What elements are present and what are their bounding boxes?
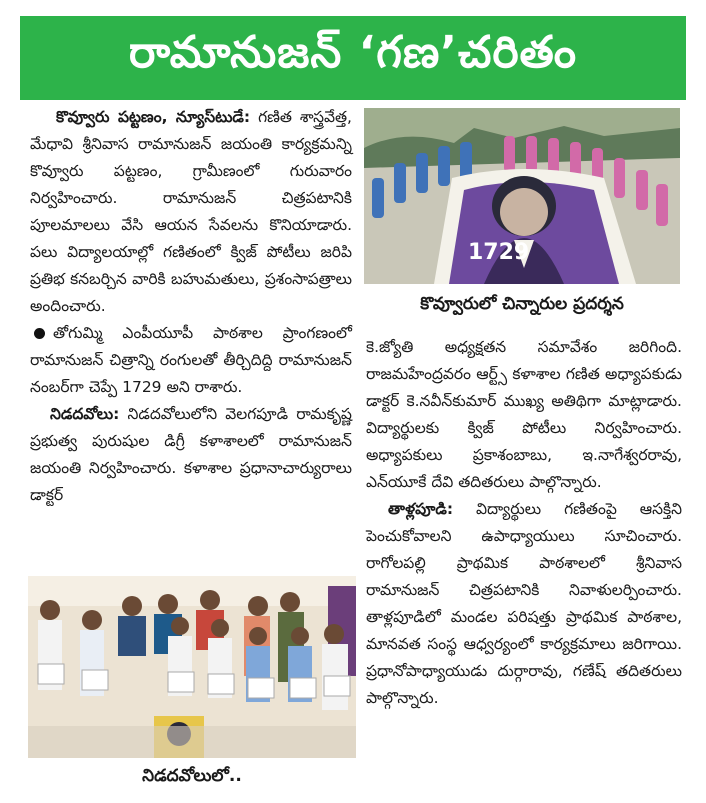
paragraph-tallapudi: [366, 496, 682, 712]
tallapudi-text: విద్యార్థులు గణితంపై ఆసక్తిని పెంచుకోవాలని ఉపాధ్యాయులు సూచించారు. రాగోలపల్లి ప్రాథమిక పాఠశాలలో శ్రీనివాస రామానుజన్ చిత్రపటానికి నివాళులర్పించారు. తాళ్లపూడిలో మండల పరిషత్తు ప్రాథమిక పాఠశాల, మానవత సంస్థ ఆధ్వర్యంలో కార్యక్రమాలు జరిగాయి. ప్రధానోపాధ్యాయుడు దుర్గారావు, గణేష్ తదితరులు పాల్గొన్నారు.: [366, 500, 682, 707]
dateline: కొవ్వూరు పట్టణం, న్యూస్‌టుడే:: [56, 108, 251, 126]
photo-kovvur-rangoli: [364, 108, 680, 284]
paragraph-intro: [30, 104, 352, 320]
nidadavolu-text: నిడదవోలులోని వెలగపూడి రామకృష్ణ ప్రభుత్వ పురుషుల డిగ్రీ కళాశాలలో రామానుజన్ జయంతి నిర్వహించారు. కళాశాల ప్రధానాచార్యురాలు డాక్టర్: [30, 405, 352, 504]
article-column-left: [30, 104, 352, 566]
intro-text: గణిత శాస్త్రవేత్త, మేధావి శ్రీనివాస రామానుజన్ జయంతి కార్యక్రమన్ని కొవ్వూరు పట్టణం, గ్రామీణంలో గురువారం నిర్వహించారు. రామానుజన్ చిత్రపటానికి పూలమాలలు వేసి ఆయన సేవలను కొనియాడారు. పలు విద్యాలయాల్లో గణితంలో క్విజ్ పోటీలు జరిపి ప్రతిభ కనబర్చిన వారికి బహుమతులు, ప్రశంసాపత్రాలు అందించారు.: [30, 108, 352, 315]
headline: రామానుజన్ ‘గణ’చరితం: [20, 16, 686, 100]
subhead-nidadavolu: నిడదవోలు:: [50, 405, 120, 423]
photo-nidadavolu-students: [28, 576, 356, 758]
photo-caption-nidadavolu: నిడదవోలులో..: [142, 766, 242, 786]
toogummi-text: తోగుమ్మి ఎంపీయూపీ పాఠశాల ప్రాంగణంలో రామానుజన్ చిత్రాన్ని రంగులతో తీర్చిదిద్ది రామానుజన్ నంబర్‌గా చెప్పే 1729 అని రాశారు.: [30, 324, 352, 396]
photo-caption-kovvur: కొవ్వూరులో చిన్నారుల ప్రదర్శన: [420, 294, 624, 314]
paragraph-toogummi: [30, 320, 352, 401]
article-column-right: [366, 334, 682, 794]
paragraph-nidadavolu: [30, 401, 352, 509]
paragraph-meeting: కె.జ్యోతి అధ్యక్షతన సమావేశం జరిగింది. రాజమహేంద్రవరం ఆర్ట్స్ కళాశాల గణిత అధ్యాపకుడు డాక్టర్ కె.నవీన్‌కుమార్ ముఖ్య అతిథిగా మాట్లాడారు. విద్యార్థులకు క్విజ్ పోటీలు నిర్వహించారు. అధ్యాపకులు ప్రకాశంబాబు, ఇ.నాగేశ్వరరావు, ఎన్‌యూకే దేవి తదితరులు పాల్గొన్నారు.: [366, 338, 682, 491]
students-illustration: [28, 576, 356, 758]
bullet-icon: [34, 328, 45, 339]
rangoli-number: 1729: [468, 240, 530, 265]
subhead-tallapudi: తాళ్లపూడి:: [388, 500, 454, 518]
